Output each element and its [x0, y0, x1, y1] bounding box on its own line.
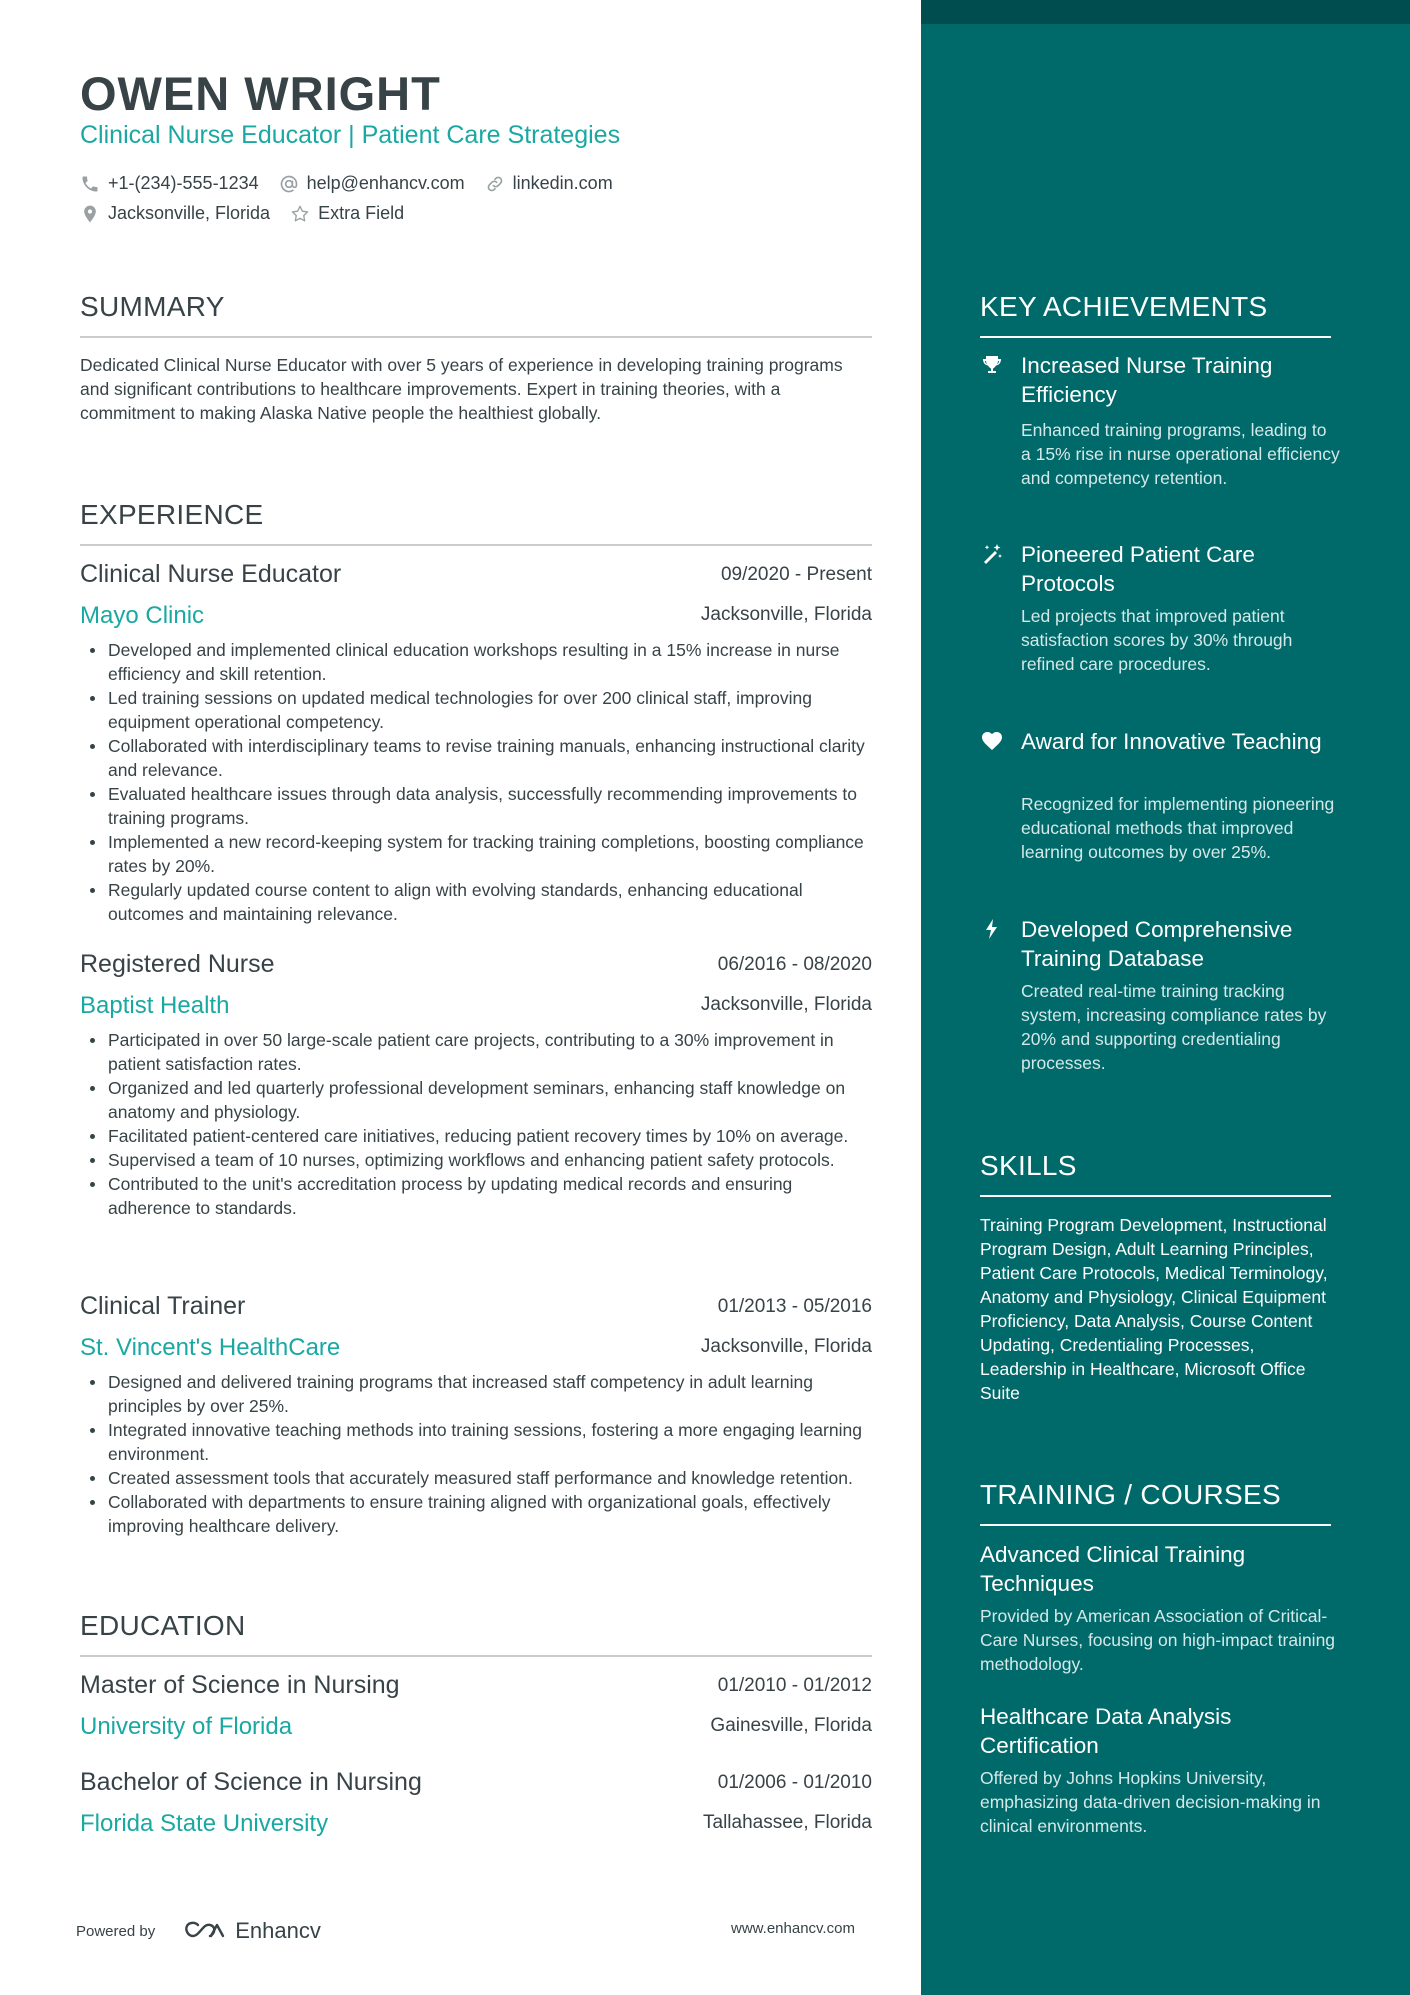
at-icon [279, 174, 299, 194]
headline: Clinical Nurse Educator | Patient Care Strategies [80, 121, 621, 149]
bullet-item: Developed and implemented clinical education workshops resulting in a 15% increase in nurse efficiency and skill retention. [80, 638, 872, 686]
bullet-item: Led training sessions on updated medical technologies for over 200 clinical staff, improving equipment operational competency. [80, 686, 872, 734]
contact-location [80, 203, 270, 224]
bullet-item: Evaluated healthcare issues through data analysis, successfully recommending improvements to training programs. [80, 782, 872, 830]
job-company: Mayo Clinic [80, 602, 205, 629]
brand-name: Enhancv [235, 1918, 321, 1943]
degree-dates: 01/2010 - 01/2012 [717, 1675, 872, 1696]
job-company: St. Vincent's HealthCare [80, 1334, 341, 1361]
enhancv-logo[interactable] [181, 1918, 321, 1944]
course-title: Healthcare Data Analysis Certification [980, 1704, 1232, 1758]
contact-email[interactable] [279, 173, 465, 194]
achievement-title: Pioneered Patient Care Protocols [1021, 542, 1255, 596]
achievements-heading: KEY ACHIEVEMENTS [980, 291, 1331, 338]
lightning-icon [980, 917, 1004, 941]
achievement-title: Award for Innovative Teaching [1021, 729, 1322, 754]
bullet-item: Organized and led quarterly professional development seminars, enhancing staff knowledge on anatomy and physiology. [80, 1076, 872, 1124]
bullet-item: Participated in over 50 large-scale patient care projects, contributing to a 30% improvement in patient satisfaction rates. [80, 1028, 872, 1076]
location-text: Jacksonville, Florida [108, 203, 271, 223]
powered-by [76, 1918, 321, 1944]
footer-url[interactable]: www.enhancv.com [731, 1920, 855, 1937]
summary-heading: SUMMARY [80, 291, 872, 338]
skills-text: Training Program Development, Instructional Program Design, Adult Learning Principles, Patient Care Protocols, Medical Terminology, Anatomy and Physiology, Clinical Equipment Proficiency, Data Analysis, Course Content Updating, Credentialing Processes, Leadership in Healthcare, Microsoft Office Suite [980, 1215, 1328, 1403]
location-pin-icon [80, 204, 100, 224]
phone-icon [80, 174, 100, 194]
linkedin-text[interactable]: linkedin.com [512, 173, 613, 193]
email-text[interactable]: help@enhancv.com [306, 173, 465, 193]
link-icon [485, 174, 505, 194]
course-title: Advanced Clinical Training Techniques [980, 1542, 1246, 1596]
bullet-item: Supervised a team of 10 nurses, optimizing workflows and enhancing patient safety protocols. [80, 1148, 872, 1172]
powered-by-label: Powered by [76, 1922, 156, 1940]
contact-linkedin[interactable] [485, 173, 613, 194]
job-bullets [80, 638, 872, 926]
enhancv-logo-icon [181, 1919, 227, 1943]
heart-icon [980, 729, 1004, 753]
bullet-item: Created assessment tools that accurately measured staff performance and knowledge retention. [80, 1466, 872, 1490]
trophy-icon [980, 353, 1004, 377]
degree-title: Bachelor of Science in Nursing [80, 1768, 422, 1796]
phone-text: +1-(234)-555-1234 [108, 173, 259, 193]
job-bullets [80, 1370, 872, 1538]
school-location: Tallahassee, Florida [703, 1812, 872, 1833]
job-title: Clinical Trainer [80, 1292, 246, 1320]
degree-title: Master of Science in Nursing [80, 1671, 400, 1699]
bullet-item: Implemented a new record-keeping system for tracking training completions, boosting compliance rates by 20%. [80, 830, 872, 878]
bullet-item: Integrated innovative teaching methods into training sessions, fostering a more engaging learning environment. [80, 1418, 872, 1466]
magic-wand-icon [980, 542, 1004, 566]
job-location: Jacksonville, Florida [700, 604, 872, 625]
achievement-desc: Created real-time training tracking system, increasing compliance rates by 20% and supporting credentialing processes. [1021, 981, 1327, 1073]
school-name: University of Florida [80, 1713, 293, 1740]
experience-heading: EXPERIENCE [80, 499, 872, 546]
candidate-name: OWEN WRIGHT [80, 67, 441, 120]
job-title: Clinical Nurse Educator [80, 560, 342, 588]
job-dates: 09/2020 - Present [720, 564, 872, 585]
sidebar-top-band [921, 0, 1410, 24]
summary-text: Dedicated Clinical Nurse Educator with over 5 years of experience in developing training programs and significant contributions to healthcare improvements. Expert in training theories, with a commitment to making Alaska Native people the healthiest globally. [80, 355, 843, 423]
job-location: Jacksonville, Florida [700, 1336, 872, 1357]
course-desc: Offered by Johns Hopkins University, emphasizing data-driven decision-making in clinical environments. [980, 1768, 1321, 1836]
job-title: Registered Nurse [80, 950, 275, 978]
degree-dates: 01/2006 - 01/2010 [717, 1772, 872, 1793]
contact-row-primary [80, 173, 633, 194]
training-heading: TRAINING / COURSES [980, 1479, 1331, 1526]
skills-heading: SKILLS [980, 1150, 1331, 1197]
job-location: Jacksonville, Florida [700, 994, 872, 1015]
contact-row-secondary [80, 203, 424, 224]
star-icon [290, 204, 310, 224]
achievement-desc: Recognized for implementing pioneering educational methods that improved learning outcomes by over 25%. [1021, 794, 1335, 862]
bullet-item: Facilitated patient-centered care initiatives, reducing patient recovery times by 10% on average. [80, 1124, 872, 1148]
education-heading: EDUCATION [80, 1610, 872, 1657]
bullet-item: Regularly updated course content to align with evolving standards, enhancing educational outcomes and maintaining relevance. [80, 878, 872, 926]
contact-extra [290, 203, 404, 224]
job-company: Baptist Health [80, 992, 230, 1019]
bullet-item: Collaborated with departments to ensure training aligned with organizational goals, effectively improving healthcare delivery. [80, 1490, 872, 1538]
sidebar [921, 0, 1410, 1995]
job-dates: 06/2016 - 08/2020 [717, 954, 872, 975]
achievement-title: Increased Nurse Training Efficiency [1021, 353, 1273, 407]
extra-text: Extra Field [318, 203, 405, 223]
job-bullets [80, 1028, 872, 1220]
course-desc: Provided by American Association of Critical-Care Nurses, focusing on high-impact training methodology. [980, 1606, 1336, 1674]
bullet-item: Designed and delivered training programs that increased staff competency in adult learning principles by over 25%. [80, 1370, 872, 1418]
school-location: Gainesville, Florida [710, 1715, 872, 1736]
achievement-desc: Enhanced training programs, leading to a 15% rise in nurse operational efficiency and competency retention. [1021, 420, 1340, 488]
achievement-desc: Led projects that improved patient satisfaction scores by 30% through refined care procedures. [1021, 606, 1293, 674]
contact-phone [80, 173, 259, 194]
job-dates: 01/2013 - 05/2016 [717, 1296, 872, 1317]
school-name: Florida State University [80, 1810, 329, 1837]
achievement-title: Developed Comprehensive Training Database [1021, 917, 1293, 971]
bullet-item: Contributed to the unit's accreditation process by updating medical records and ensuring adherence to standards. [80, 1172, 872, 1220]
bullet-item: Collaborated with interdisciplinary teams to revise training manuals, enhancing instructional clarity and relevance. [80, 734, 872, 782]
